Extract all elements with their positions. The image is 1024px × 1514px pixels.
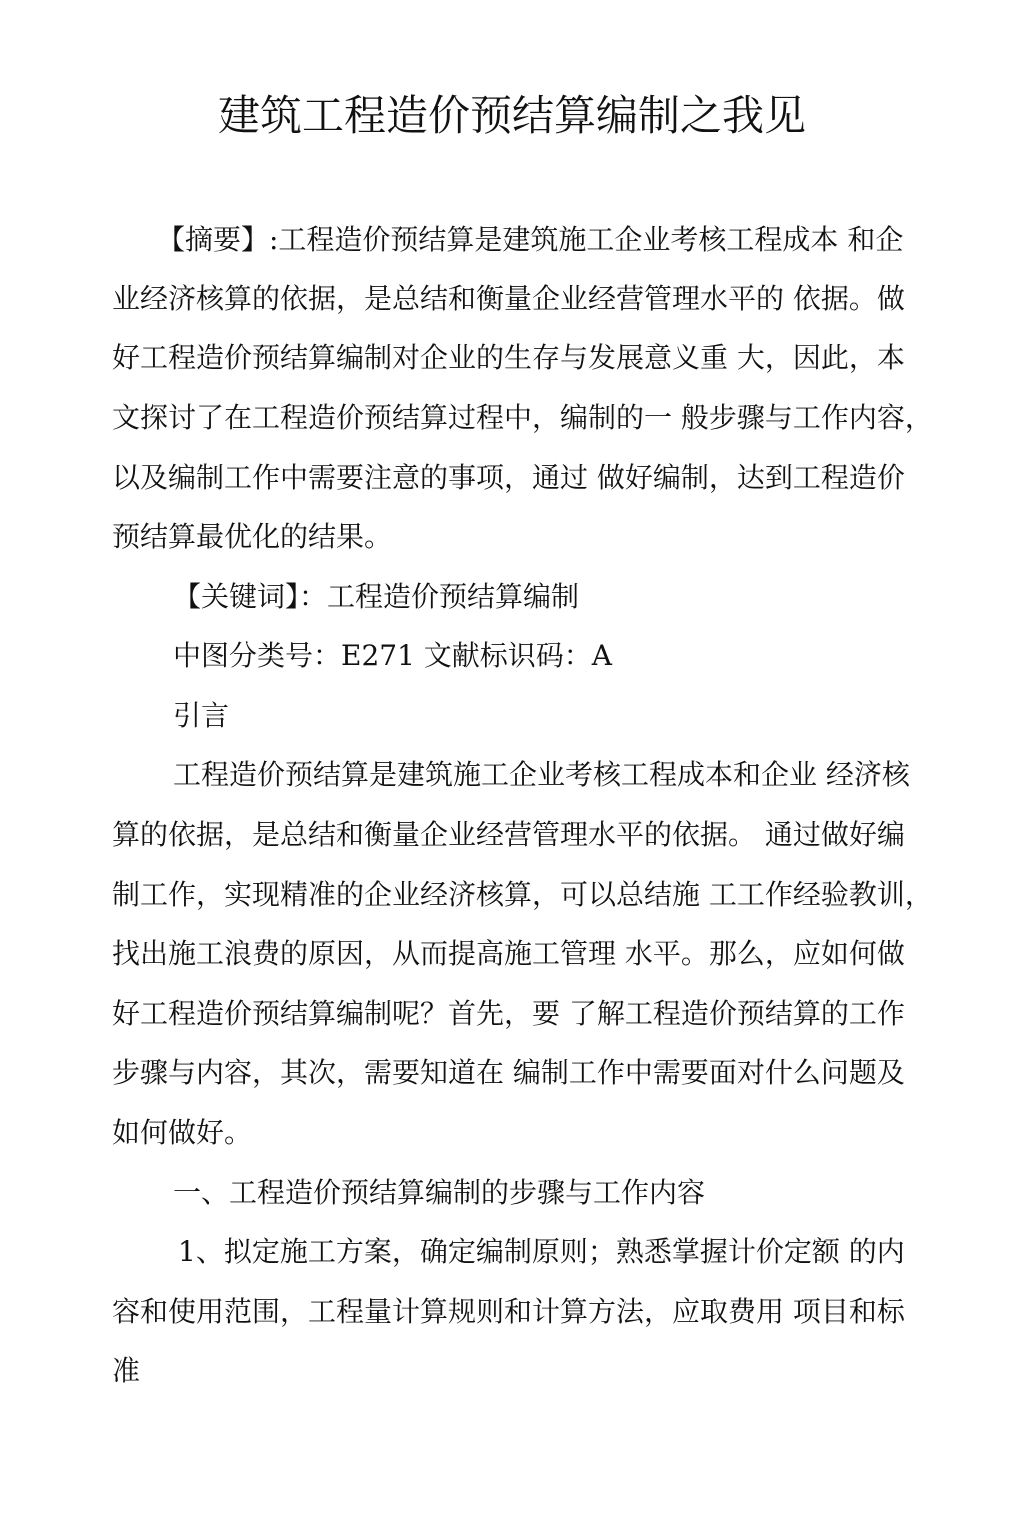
abstract-line-2: 业经济核算的依据，是总结和衡量企业经营管理水平的 依据。做 — [112, 282, 905, 315]
abstract-line-4: 文探讨了在工程造价预结算过程中，编制的一 般步骤与工作内容， — [112, 401, 933, 434]
item1-line-3: 准 — [112, 1354, 141, 1387]
abstract-line-1: 【摘要】:工程造价预结算是建筑施工企业考核工程成本 和企 — [157, 223, 904, 256]
intro-heading: 引言 — [173, 699, 230, 732]
abstract-line-3: 好工程造价预结算编制对企业的生存与发展意义重 大，因此，本 — [112, 341, 905, 374]
intro-line-4: 找出施工浪费的原因，从而提高施工管理 水平。那么，应如何做 — [112, 937, 905, 970]
intro-line-3: 制工作，实现精准的企业经济核算，可以总结施 工工作经验教训， — [112, 878, 933, 911]
document-title: 建筑工程造价预结算编制之我见 — [217, 91, 806, 140]
abstract-line-5: 以及编制工作中需要注意的事项，通过 做好编制，达到工程造价 — [112, 461, 905, 494]
item1-line-1: 1、拟定施工方案，确定编制原则；熟悉掌握计价定额 的内 — [178, 1235, 905, 1268]
intro-line-7: 如何做好。 — [112, 1116, 253, 1149]
intro-line-2: 算的依据，是总结和衡量企业经营管理水平的依据。 通过做好编 — [112, 818, 905, 851]
item1-line-2: 容和使用范围，工程量计算规则和计算方法，应取费用 项目和标 — [112, 1295, 905, 1328]
intro-line-1: 工程造价预结算是建筑施工企业考核工程成本和企业 经济核 — [173, 758, 910, 791]
abstract-line-6: 预结算最优化的结果。 — [112, 520, 393, 553]
classification-line: 中图分类号：E271 文献标识码：A — [173, 639, 613, 672]
intro-line-5: 好工程造价预结算编制呢？首先，要 了解工程造价预结算的工作 — [112, 997, 905, 1030]
section1-heading: 一、工程造价预结算编制的步骤与工作内容 — [173, 1176, 706, 1209]
keywords-line: 【关键词】：工程造价预结算编制 — [173, 580, 580, 613]
intro-line-6: 步骤与内容，其次，需要知道在 编制工作中需要面对什么问题及 — [112, 1056, 905, 1089]
